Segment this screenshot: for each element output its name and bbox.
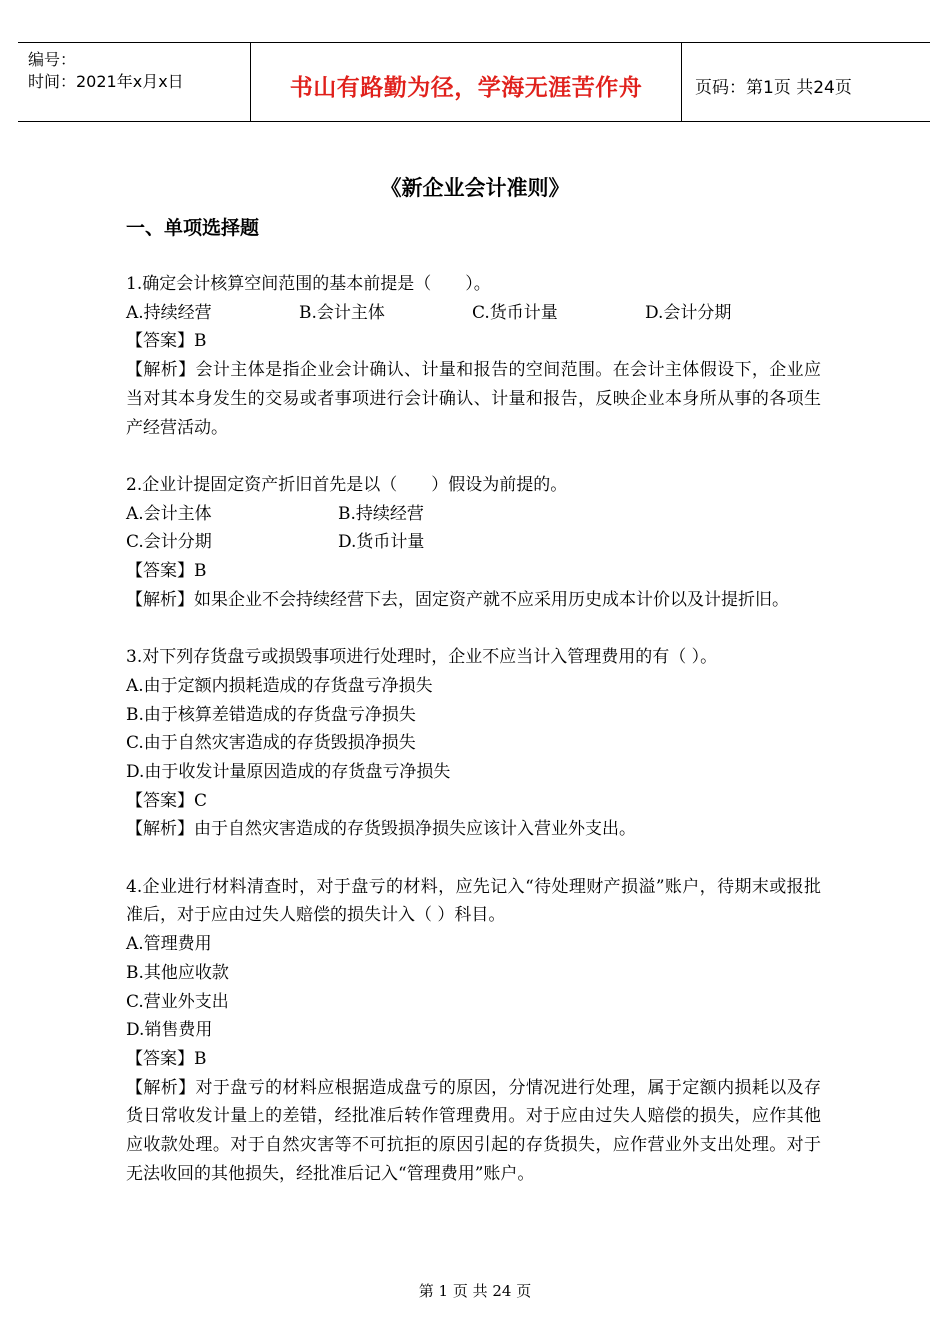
- analysis-text: 【解析】由于自然灾害造成的存货毁损净损失应该计入营业外支出。: [126, 819, 636, 840]
- page-footer: 第 1 页 共 24 页: [418, 1282, 532, 1300]
- option-b: B.其他应收款: [126, 962, 229, 983]
- page-header: [18, 42, 930, 122]
- header-motto: 书山有路勤为径，学海无涯苦作舟: [289, 75, 643, 101]
- question-list: [126, 270, 821, 1188]
- option-b: B.持续经营: [338, 503, 424, 524]
- question-stem: 3.对下列存货盘亏或损毁事项进行处理时，企业不应当计入管理费用的有（ ）。: [126, 647, 718, 668]
- question-item: [126, 643, 821, 844]
- option-c: C.会计分期: [126, 532, 212, 553]
- option-d: D.会计分期: [645, 302, 732, 323]
- header-motto-cell: [250, 43, 682, 121]
- document-title: 《新企业会计准则》: [380, 176, 570, 200]
- question-item: [126, 471, 821, 615]
- section-heading: 一、单项选择题: [126, 217, 260, 239]
- option-d: D.货币计量: [338, 532, 425, 553]
- option-b: B.会计主体: [299, 302, 385, 323]
- question-stem: 2.企业计提固定资产折旧首先是以（ ）假设为前提的。: [126, 474, 568, 495]
- answer-line: 【答案】B: [126, 331, 207, 352]
- option-a: A.持续经营: [126, 302, 212, 323]
- question-stem: 1.确定会计核算空间范围的基本前提是（ ）。: [126, 274, 491, 294]
- option-c: C.由于自然灾害造成的存货毁损净损失: [126, 733, 416, 754]
- analysis-text: 【解析】会计主体是指企业会计确认、计量和报告的空间范围。在会计主体假设下，企业应当对其本身发生的交易或者事项进行会计确认、计量和报告，反映企业本身所从事的各项生产经营活动。: [126, 360, 821, 438]
- header-page-cell: [681, 43, 930, 121]
- option-row: [126, 500, 821, 529]
- option-d: D.销售费用: [126, 1020, 213, 1041]
- document-date-label: 时间：2021年x月x日: [28, 72, 184, 91]
- option-a: A.会计主体: [126, 503, 212, 524]
- analysis-text: 【解析】如果企业不会持续经营下去，固定资产就不应采用历史成本计价以及计提折旧。: [126, 589, 789, 610]
- document-number-label: 编号：: [28, 50, 77, 69]
- option-a: A.管理费用: [126, 934, 212, 955]
- answer-line: 【答案】C: [126, 790, 208, 811]
- question-stem: 4.企业进行材料清查时，对于盘亏的材料，应先记入“待处理财产损溢”账户，待期末或报批准后，对于应由过失人赔偿的损失计入（ ）科目。: [126, 876, 821, 926]
- question-item: [126, 270, 821, 442]
- option-c: C.营业外支出: [126, 991, 229, 1012]
- question-item: [126, 873, 821, 1189]
- option-b: B.由于核算差错造成的存货盘亏净损失: [126, 704, 416, 725]
- option-c: C.货币计量: [472, 302, 558, 323]
- answer-line: 【答案】B: [126, 1048, 207, 1069]
- header-page-info: 页码：第1页 共24页: [695, 78, 852, 98]
- option-row: [126, 528, 821, 557]
- option-d: D.由于收发计量原因造成的存货盘亏净损失: [126, 761, 451, 782]
- answer-line: 【答案】B: [126, 561, 207, 582]
- analysis-text: 【解析】对于盘亏的材料应根据造成盘亏的原因，分情况进行处理，属于定额内损耗以及存货日常收发计量上的差错，经批准后转作管理费用。对于应由过失人赔偿的损失，应作其他应收款处理。对于自然灾害等不可抗拒的原因引起的存货损失，应作营业外支出处理。对于无法收回的其他损失，经批准后记入“管理费用”账户。: [126, 1077, 821, 1184]
- header-meta-cell: [18, 43, 250, 121]
- option-a: A.由于定额内损耗造成的存货盘亏净损失: [126, 675, 433, 696]
- option-row: [126, 299, 821, 328]
